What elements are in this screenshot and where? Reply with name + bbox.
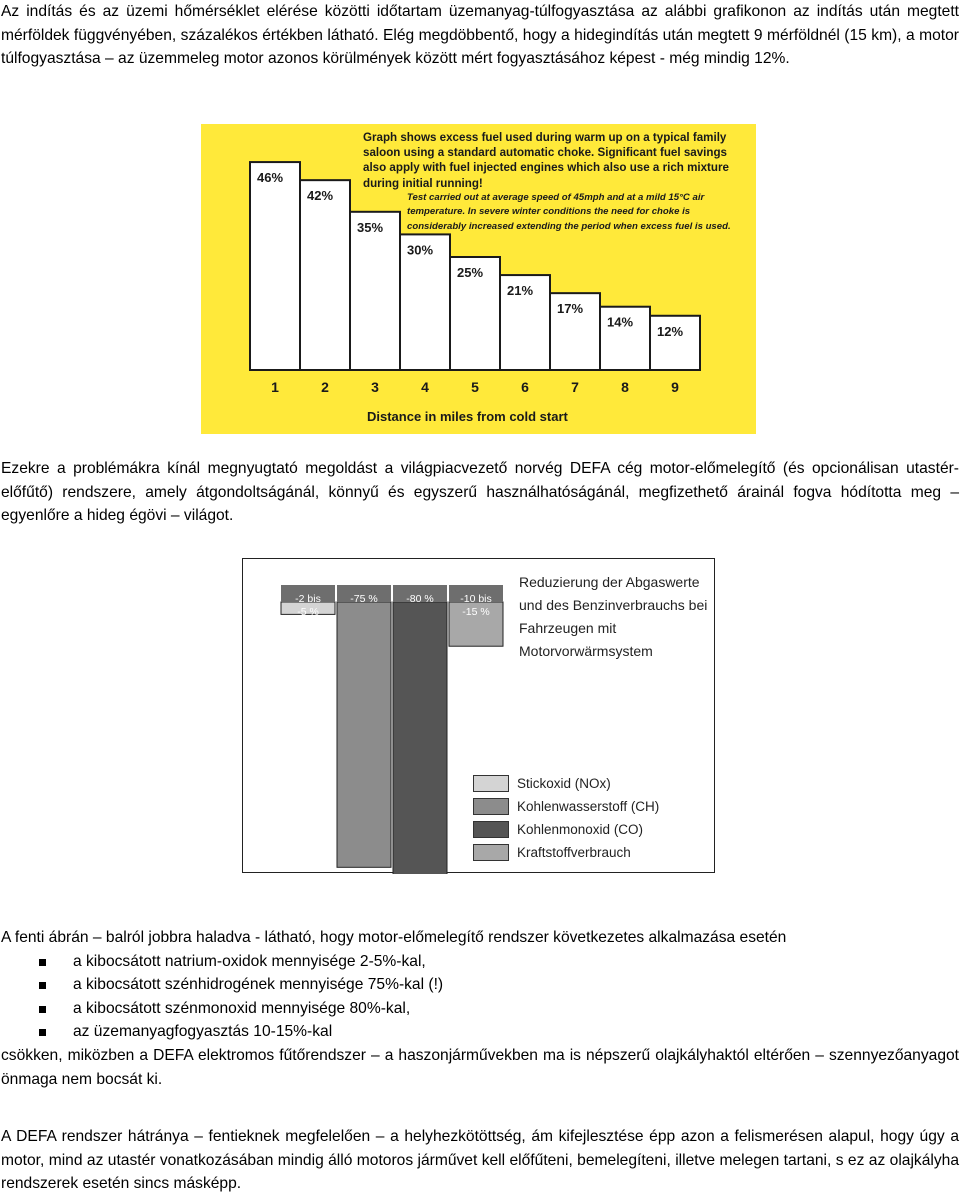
bullet-icon [39,959,46,966]
bullet-icon [39,1006,46,1013]
emissions-bar-value-label: -10 bis -15 % [460,593,492,618]
fuel-bar [300,180,350,370]
fuel-bar [350,212,400,370]
legend-item [473,841,659,864]
bullet-icon [39,1029,46,1036]
emissions-chart-title: Reduzierung der Abgaswerte und des Benzinverbrauchs bei Fahrzeugen mit Motorvorwärmsystem [519,574,708,659]
summary-intro: A fenti ábrán – balról jobbra haladva - látható, hogy motor-előmelegítő rendszer következetes alkalmazása esetén [1,929,787,946]
fuel-x-tick-label: 6 [521,379,529,395]
fuel-x-tick-label: 3 [371,379,379,395]
intro-paragraph: Az indítás és az üzemi hőmérséklet elérése közötti időtartam üzemanyag-túlfogyasztása az alábbi grafikonon az indítás után megtett mérföldek függvényében, százalékos értékben látható. Elég megdöbbentő, hogy a hidegindítás után megtett 9 mérföldnél (15 km), a motor túlfogyasztása – az üzemmeleg motor azonos körülmények között mért fogyasztásához képest - még mindig 12%. [1,3,959,68]
list-item [1,997,959,1021]
fuel-bar-value-label: 21% [507,283,534,299]
fuel-bar-value-label: 14% [607,314,634,330]
emissions-bar-value-label: -75 % [350,593,378,605]
drawback-paragraph: A DEFA rendszer hátránya – fentieknek megfelelően – a helyhezkötöttség, ám kifejlesztése épp azon a felismerésen alapul, hogy úgy a motor, mind az utastér vonatkozásában mindig álló motoros járművet kell előfűteni, bemelegíteni, illetve melegen tartani, s ez az olajkályha rendszerek esetén sincs másképp. [1,1128,959,1193]
legend-label: Kohlenwasserstoff (CH) [517,798,660,814]
fuel-bar-value-label: 46% [257,170,284,186]
list-item [1,1020,959,1044]
emissions-bar-value-label: -2 bis -5 % [295,593,321,618]
fuel-chart-annotation [363,130,751,235]
fuel-x-tick-label: 5 [471,379,479,395]
legend-swatch [473,775,509,792]
summary-bullet-list [1,950,959,1044]
emissions-bar [393,602,447,874]
fuel-bar [250,162,300,370]
fuel-chart-xlabel: Distance in miles from cold start [367,409,568,424]
fuel-x-tick-label: 2 [321,379,329,395]
fuel-bar-value-label: 25% [457,265,484,280]
legend-label: Stickoxid (NOx) [517,775,611,791]
fuel-bar-value-label: 42% [307,188,334,204]
legend-item [473,772,659,795]
emissions-chart [242,558,715,873]
summary-paragraph [1,926,959,1091]
fuel-x-tick-label: 9 [671,379,679,395]
fuel-bar-value-label: 30% [407,242,434,258]
list-item-text: a kibocsátott szénhidrogének mennyisége 75%-kal (!) [73,976,444,994]
legend-swatch [473,821,509,838]
fuel-chart-annotation-main: Graph shows excess fuel used during warm up on a typical family saloon using a standard automatic choke. Significant fuel savings also apply with fuel injected engines which also use a rich mixture during initial running! [363,131,729,190]
emissions-legend [473,772,659,864]
summary-outro: csökken, miközben a DEFA elektromos fűtőrendszer – a haszonjárművekben ma is népszerű olajkályhaktól eltérően – szennyezőanyagot önmaga nem bocsát ki. [1,1046,959,1088]
list-item [1,950,959,974]
emissions-bar [337,602,391,867]
fuel-bar-value-label: 17% [557,301,584,317]
list-item-text: a kibocsátott szénmonoxid mennyisége 80%-kal, [73,999,411,1017]
emissions-bar-value-label: -80 % [406,593,434,605]
list-item-text: a kibocsátott natrium-oxidok mennyisége 2-5%-kal, [73,952,426,970]
fuel-excess-chart [201,124,756,434]
fuel-chart-annotation-note: Test carried out at average speed of 45mph and at a mild 15°C air temperature. In severe winter conditions the need for choke is considerably increased extending the period when excess fuel is used. [407,191,731,232]
legend-label: Kohlenmonoxid (CO) [517,821,644,837]
bullet-icon [39,982,46,989]
list-item [1,973,959,997]
legend-item [473,818,659,841]
fuel-x-tick-label: 4 [421,379,429,395]
fuel-x-tick-label: 1 [271,379,279,395]
legend-swatch [473,844,509,861]
fuel-x-tick-label: 7 [571,379,579,395]
legend-item [473,795,659,818]
defa-paragraph: Ezekre a problémákra kínál megnyugtató megoldást a világpiacvezető norvég DEFA cég motor-előmelegítő (és opcionálisan utastér-előfűtő) rendszere, amely átgondoltságánál, könnyű és egyszerű használhatóságánál, megfizethető árainál fogva hódította meg – egyenlőre a hideg égövi – világot. [1,460,959,525]
fuel-x-tick-label: 8 [621,379,629,395]
legend-swatch [473,798,509,815]
list-item-text: az üzemanyagfogyasztás 10-15%-kal [73,1023,333,1041]
fuel-bar-value-label: 35% [357,219,384,235]
fuel-bar-value-label: 12% [657,323,684,339]
legend-label: Kraftstoffverbrauch [517,844,631,860]
